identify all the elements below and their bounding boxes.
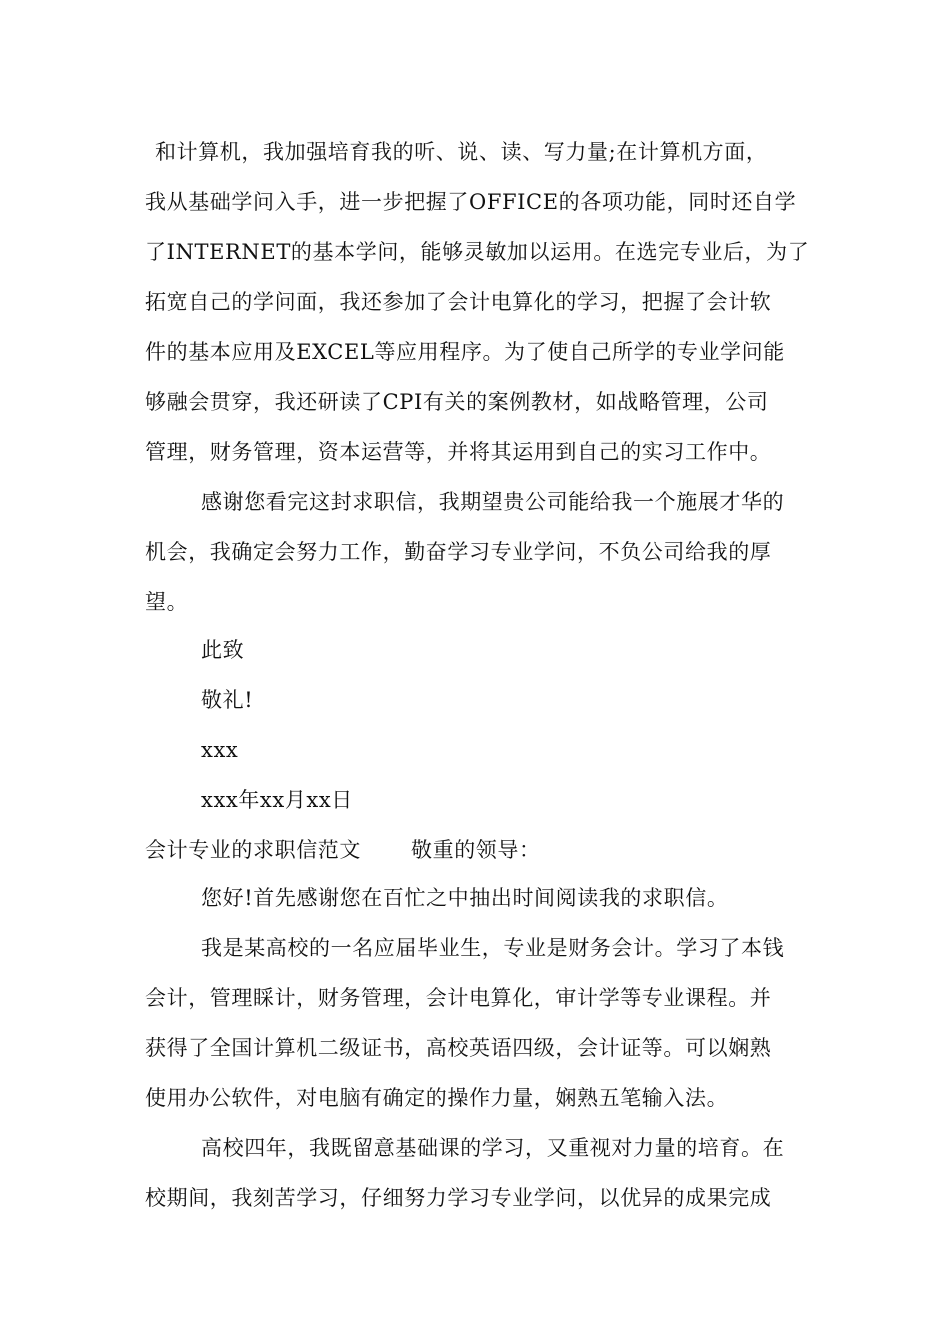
body-line: 望。 — [145, 590, 189, 614]
body-line: 和计算机，我加强培育我的听、说、读、写力量;在计算机方面， — [155, 140, 768, 164]
body-line: 校期间，我刻苦学习，仔细努力学习专业学问，以优异的成果完成 — [145, 1186, 772, 1210]
body-line: 获得了全国计算机二级证书，高校英语四级，会计证等。可以娴熟 — [145, 1036, 772, 1060]
body-line: 使用办公软件，对电脑有确定的操作力量，娴熟五笔输入法。 — [145, 1086, 729, 1110]
body-line: 高校四年，我既留意基础课的学习，又重视对力量的培育。在 — [201, 1136, 785, 1160]
body-line: 件的基本应用及EXCEL等应用程序。为了使自己所学的专业学问能 — [145, 340, 785, 364]
body-line: 了INTERNET的基本学问，能够灵敏加以运用。在选完专业后，为了 — [145, 240, 810, 264]
body-line: 拓宽自己的学问面，我还参加了会计电算化的学习，把握了会计软 — [145, 290, 772, 314]
signature-name: xxx — [201, 738, 239, 762]
body-line: 您好!首先感谢您在百忙之中抽出时间阅读我的求职信。 — [201, 886, 729, 910]
body-line: 我从基础学问入手，进一步把握了OFFICE的各项功能，同时还自学 — [145, 190, 797, 214]
body-line: 够融会贯穿，我还研读了CPI有关的案例教材，如战略管理，公司 — [145, 390, 769, 414]
body-line: 我是某高校的一名应届毕业生，专业是财务会计。学习了本钱 — [201, 936, 785, 960]
section-title: 会计专业的求职信范文 — [145, 838, 361, 862]
section-heading-line — [145, 837, 541, 863]
closing-regards: 敬礼! — [201, 688, 254, 712]
greeting: 敬重的领导： — [411, 838, 541, 862]
closing-salutation: 此致 — [201, 638, 245, 662]
body-line: 机会，我确定会努力工作，勤奋学习专业学问，不负公司给我的厚 — [145, 540, 772, 564]
body-line: 感谢您看完这封求职信，我期望贵公司能给我一个施展才华的 — [201, 490, 785, 514]
body-line: 会计，管理睬计，财务管理，会计电算化，审计学等专业课程。并 — [145, 986, 772, 1010]
signature-date: xxx年xx月xx日 — [201, 788, 353, 812]
body-line: 管理，财务管理，资本运营等，并将其运用到自己的实习工作中。 — [145, 440, 772, 464]
